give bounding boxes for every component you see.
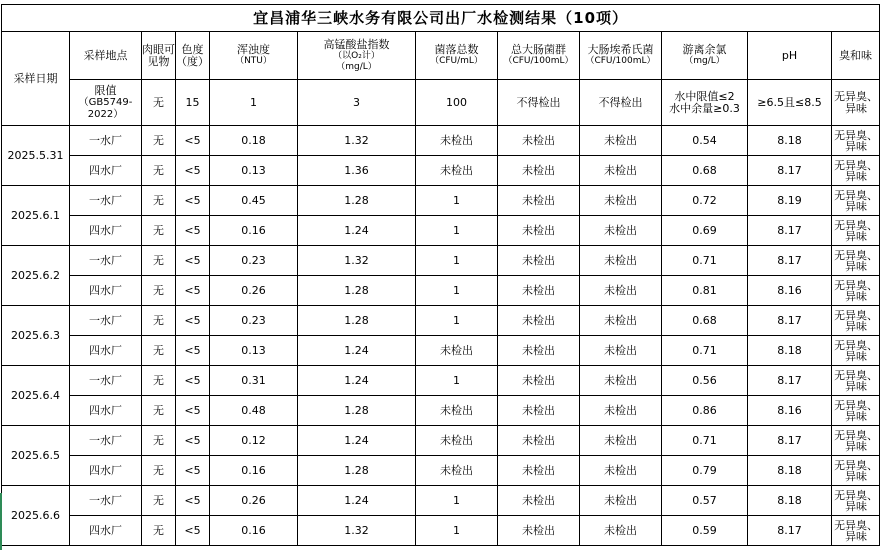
cell-colony: 1 bbox=[416, 186, 498, 216]
header-coliform-label: 总大肠菌群 bbox=[511, 43, 566, 56]
table-row bbox=[2, 396, 880, 426]
cell-ecoli: 未检出 bbox=[580, 456, 662, 486]
header-cod-label: 高锰酸盐指数 bbox=[323, 37, 390, 51]
cell-plant: 一水厂 bbox=[70, 306, 142, 336]
cell-colony: 未检出 bbox=[416, 156, 498, 186]
cell-smell: 无异臭、异味 bbox=[832, 156, 880, 186]
cell-colony: 1 bbox=[416, 216, 498, 246]
cell-plant: 一水厂 bbox=[70, 426, 142, 456]
header-chlorine-unit: （mg/L） bbox=[684, 56, 725, 66]
sampling-date: 2025.6.4 bbox=[2, 366, 70, 426]
cell-color: <5 bbox=[176, 516, 210, 546]
table-row bbox=[2, 276, 880, 306]
cell-ph: 8.16 bbox=[748, 396, 832, 426]
limit-ph: ≥6.5且≤8.5 bbox=[748, 80, 832, 126]
cell-colony: 1 bbox=[416, 306, 498, 336]
cell-color: <5 bbox=[176, 336, 210, 366]
cell-smell: 无异臭、异味 bbox=[832, 276, 880, 306]
cell-ph: 8.18 bbox=[748, 456, 832, 486]
cell-color: <5 bbox=[176, 486, 210, 516]
cell-ecoli: 未检出 bbox=[580, 246, 662, 276]
header-location: 采样地点 bbox=[70, 32, 142, 80]
cell-chlorine: 0.72 bbox=[662, 186, 748, 216]
cell-chlorine: 0.68 bbox=[662, 156, 748, 186]
cell-turbidity: 0.18 bbox=[210, 126, 298, 156]
cell-coliform: 未检出 bbox=[498, 126, 580, 156]
cell-visible: 无 bbox=[142, 396, 176, 426]
cell-colony: 未检出 bbox=[416, 426, 498, 456]
cell-ph: 8.16 bbox=[748, 276, 832, 306]
header-ecoli-unit: （CFU/100mL） bbox=[585, 56, 656, 66]
cell-ecoli: 未检出 bbox=[580, 396, 662, 426]
cell-plant: 四水厂 bbox=[70, 456, 142, 486]
header-turbidity-label: 浑浊度 bbox=[237, 43, 270, 56]
header-date: 采样日期 bbox=[2, 32, 70, 126]
cell-plant: 四水厂 bbox=[70, 276, 142, 306]
cell-ph: 8.17 bbox=[748, 516, 832, 546]
selection-edge-marker bbox=[0, 493, 2, 550]
cell-plant: 四水厂 bbox=[70, 396, 142, 426]
cell-colony: 1 bbox=[416, 276, 498, 306]
cell-visible: 无 bbox=[142, 426, 176, 456]
cell-turbidity: 0.23 bbox=[210, 306, 298, 336]
limit-chlorine-max: 水中限值≤2 bbox=[674, 89, 735, 103]
cell-ecoli: 未检出 bbox=[580, 216, 662, 246]
cell-cod: 1.28 bbox=[298, 306, 416, 336]
cell-plant: 四水厂 bbox=[70, 216, 142, 246]
cell-ph: 8.18 bbox=[748, 486, 832, 516]
table-row bbox=[2, 336, 880, 366]
cell-chlorine: 0.79 bbox=[662, 456, 748, 486]
cell-chlorine: 0.69 bbox=[662, 216, 748, 246]
cell-smell: 无异臭、异味 bbox=[832, 426, 880, 456]
cell-smell: 无异臭、异味 bbox=[832, 516, 880, 546]
cell-ecoli: 未检出 bbox=[580, 366, 662, 396]
cell-coliform: 未检出 bbox=[498, 156, 580, 186]
cell-plant: 一水厂 bbox=[70, 186, 142, 216]
cell-turbidity: 0.13 bbox=[210, 156, 298, 186]
cell-ecoli: 未检出 bbox=[580, 306, 662, 336]
cell-smell: 无异臭、异味 bbox=[832, 366, 880, 396]
header-ecoli-label: 大肠埃希氏菌 bbox=[587, 43, 654, 56]
cell-coliform: 未检出 bbox=[498, 216, 580, 246]
cell-smell: 无异臭、异味 bbox=[832, 396, 880, 426]
cell-cod: 1.28 bbox=[298, 456, 416, 486]
cell-chlorine: 0.81 bbox=[662, 276, 748, 306]
limit-chlorine-min: 水中余量≥0.3 bbox=[669, 101, 740, 115]
header-smell: 臭和味 bbox=[832, 32, 880, 80]
cell-plant: 四水厂 bbox=[70, 516, 142, 546]
limit-colony: 100 bbox=[416, 80, 498, 126]
cell-visible: 无 bbox=[142, 156, 176, 186]
cell-coliform: 未检出 bbox=[498, 336, 580, 366]
header-color: 色度（度） bbox=[176, 32, 210, 80]
limit-coliform: 不得检出 bbox=[498, 80, 580, 126]
table-row bbox=[2, 306, 880, 336]
cell-colony: 1 bbox=[416, 486, 498, 516]
cell-color: <5 bbox=[176, 126, 210, 156]
header-cod-note: （以O₂计） bbox=[333, 50, 380, 61]
cell-ph: 8.17 bbox=[748, 426, 832, 456]
limit-label bbox=[70, 80, 142, 126]
cell-cod: 1.32 bbox=[298, 126, 416, 156]
cell-chlorine: 0.56 bbox=[662, 366, 748, 396]
cell-turbidity: 0.13 bbox=[210, 336, 298, 366]
cell-colony: 未检出 bbox=[416, 336, 498, 366]
cell-turbidity: 0.16 bbox=[210, 516, 298, 546]
table-row bbox=[2, 156, 880, 186]
cell-visible: 无 bbox=[142, 336, 176, 366]
table-row bbox=[2, 486, 880, 516]
cell-turbidity: 0.45 bbox=[210, 186, 298, 216]
cell-chlorine: 0.57 bbox=[662, 486, 748, 516]
cell-ph: 8.17 bbox=[748, 156, 832, 186]
cell-chlorine: 0.71 bbox=[662, 426, 748, 456]
cell-color: <5 bbox=[176, 396, 210, 426]
cell-ph: 8.18 bbox=[748, 126, 832, 156]
limit-standard: （GB5749-2022） bbox=[78, 96, 133, 120]
limit-chlorine bbox=[662, 80, 748, 126]
limit-cod: 3 bbox=[298, 80, 416, 126]
cell-ph: 8.17 bbox=[748, 366, 832, 396]
cell-cod: 1.24 bbox=[298, 336, 416, 366]
cell-cod: 1.28 bbox=[298, 276, 416, 306]
cell-coliform: 未检出 bbox=[498, 396, 580, 426]
cell-smell: 无异臭、异味 bbox=[832, 306, 880, 336]
cell-visible: 无 bbox=[142, 486, 176, 516]
cell-colony: 1 bbox=[416, 516, 498, 546]
cell-color: <5 bbox=[176, 246, 210, 276]
limit-visible: 无 bbox=[142, 80, 176, 126]
table-title: 宜昌浦华三峡水务有限公司出厂水检测结果（10项） bbox=[2, 5, 880, 32]
sampling-date: 2025.6.6 bbox=[2, 486, 70, 546]
cell-coliform: 未检出 bbox=[498, 486, 580, 516]
header-chlorine-label: 游离余氯 bbox=[682, 43, 727, 56]
header-cod-unit: （mg/L） bbox=[336, 61, 377, 72]
cell-chlorine: 0.71 bbox=[662, 246, 748, 276]
cell-chlorine: 0.68 bbox=[662, 306, 748, 336]
header-ph: pH bbox=[748, 32, 832, 80]
cell-smell: 无异臭、异味 bbox=[832, 456, 880, 486]
cell-color: <5 bbox=[176, 456, 210, 486]
sampling-date: 2025.6.5 bbox=[2, 426, 70, 486]
cell-visible: 无 bbox=[142, 246, 176, 276]
cell-turbidity: 0.26 bbox=[210, 276, 298, 306]
cell-visible: 无 bbox=[142, 456, 176, 486]
cell-visible: 无 bbox=[142, 306, 176, 336]
limit-smell: 无异臭、异味 bbox=[832, 80, 880, 126]
cell-turbidity: 0.48 bbox=[210, 396, 298, 426]
cell-ecoli: 未检出 bbox=[580, 276, 662, 306]
limit-color: 15 bbox=[176, 80, 210, 126]
cell-coliform: 未检出 bbox=[498, 366, 580, 396]
cell-cod: 1.28 bbox=[298, 186, 416, 216]
cell-turbidity: 0.12 bbox=[210, 426, 298, 456]
header-cod bbox=[298, 32, 416, 80]
cell-cod: 1.24 bbox=[298, 366, 416, 396]
title-row bbox=[2, 5, 880, 32]
cell-coliform: 未检出 bbox=[498, 246, 580, 276]
cell-turbidity: 0.16 bbox=[210, 216, 298, 246]
cell-color: <5 bbox=[176, 426, 210, 456]
cell-visible: 无 bbox=[142, 366, 176, 396]
cell-chlorine: 0.54 bbox=[662, 126, 748, 156]
cell-cod: 1.24 bbox=[298, 426, 416, 456]
cell-color: <5 bbox=[176, 276, 210, 306]
cell-turbidity: 0.31 bbox=[210, 366, 298, 396]
limit-turbidity: 1 bbox=[210, 80, 298, 126]
cell-visible: 无 bbox=[142, 126, 176, 156]
cell-ecoli: 未检出 bbox=[580, 336, 662, 366]
cell-coliform: 未检出 bbox=[498, 186, 580, 216]
cell-ph: 8.17 bbox=[748, 246, 832, 276]
limits-row bbox=[2, 80, 880, 126]
cell-colony: 未检出 bbox=[416, 396, 498, 426]
limit-ecoli: 不得检出 bbox=[580, 80, 662, 126]
cell-cod: 1.28 bbox=[298, 396, 416, 426]
cell-chlorine: 0.59 bbox=[662, 516, 748, 546]
cell-ecoli: 未检出 bbox=[580, 186, 662, 216]
cell-smell: 无异臭、异味 bbox=[832, 486, 880, 516]
cell-cod: 1.24 bbox=[298, 486, 416, 516]
cell-colony: 未检出 bbox=[416, 126, 498, 156]
sampling-date: 2025.6.2 bbox=[2, 246, 70, 306]
cell-ph: 8.19 bbox=[748, 186, 832, 216]
results-table bbox=[1, 4, 880, 546]
cell-ecoli: 未检出 bbox=[580, 126, 662, 156]
cell-cod: 1.24 bbox=[298, 216, 416, 246]
header-colony-unit: （CFU/mL） bbox=[430, 56, 483, 66]
cell-ph: 8.18 bbox=[748, 336, 832, 366]
cell-plant: 一水厂 bbox=[70, 486, 142, 516]
sampling-date: 2025.5.31 bbox=[2, 126, 70, 186]
cell-ecoli: 未检出 bbox=[580, 516, 662, 546]
cell-smell: 无异臭、异味 bbox=[832, 246, 880, 276]
cell-coliform: 未检出 bbox=[498, 456, 580, 486]
table-row bbox=[2, 186, 880, 216]
table-row bbox=[2, 126, 880, 156]
cell-turbidity: 0.16 bbox=[210, 456, 298, 486]
cell-ecoli: 未检出 bbox=[580, 486, 662, 516]
cell-plant: 一水厂 bbox=[70, 366, 142, 396]
cell-visible: 无 bbox=[142, 276, 176, 306]
table-row bbox=[2, 216, 880, 246]
header-ecoli bbox=[580, 32, 662, 80]
cell-colony: 1 bbox=[416, 246, 498, 276]
cell-colony: 未检出 bbox=[416, 456, 498, 486]
header-turbidity-unit: （NTU） bbox=[235, 56, 272, 66]
cell-visible: 无 bbox=[142, 216, 176, 246]
cell-smell: 无异臭、异味 bbox=[832, 216, 880, 246]
cell-smell: 无异臭、异味 bbox=[832, 186, 880, 216]
table-row bbox=[2, 456, 880, 486]
cell-ecoli: 未检出 bbox=[580, 426, 662, 456]
table-row bbox=[2, 366, 880, 396]
cell-ecoli: 未检出 bbox=[580, 156, 662, 186]
table-row bbox=[2, 246, 880, 276]
cell-color: <5 bbox=[176, 306, 210, 336]
cell-coliform: 未检出 bbox=[498, 516, 580, 546]
cell-plant: 四水厂 bbox=[70, 336, 142, 366]
cell-plant: 一水厂 bbox=[70, 126, 142, 156]
cell-visible: 无 bbox=[142, 186, 176, 216]
cell-smell: 无异臭、异味 bbox=[832, 336, 880, 366]
cell-coliform: 未检出 bbox=[498, 306, 580, 336]
cell-color: <5 bbox=[176, 366, 210, 396]
sampling-date: 2025.6.1 bbox=[2, 186, 70, 246]
cell-plant: 四水厂 bbox=[70, 156, 142, 186]
cell-turbidity: 0.23 bbox=[210, 246, 298, 276]
cell-chlorine: 0.86 bbox=[662, 396, 748, 426]
header-row bbox=[2, 32, 880, 80]
sampling-date: 2025.6.3 bbox=[2, 306, 70, 366]
table-row bbox=[2, 426, 880, 456]
cell-smell: 无异臭、异味 bbox=[832, 126, 880, 156]
cell-ph: 8.17 bbox=[748, 306, 832, 336]
cell-ph: 8.17 bbox=[748, 216, 832, 246]
cell-coliform: 未检出 bbox=[498, 426, 580, 456]
cell-cod: 1.32 bbox=[298, 246, 416, 276]
cell-color: <5 bbox=[176, 216, 210, 246]
cell-color: <5 bbox=[176, 186, 210, 216]
limit-label-text: 限值 bbox=[94, 83, 117, 97]
header-coliform bbox=[498, 32, 580, 80]
header-turbidity bbox=[210, 32, 298, 80]
cell-cod: 1.36 bbox=[298, 156, 416, 186]
header-chlorine bbox=[662, 32, 748, 80]
cell-color: <5 bbox=[176, 156, 210, 186]
header-colony-label: 菌落总数 bbox=[434, 43, 479, 56]
header-colony bbox=[416, 32, 498, 80]
header-visible: 肉眼可见物 bbox=[142, 32, 176, 80]
cell-turbidity: 0.26 bbox=[210, 486, 298, 516]
cell-plant: 一水厂 bbox=[70, 246, 142, 276]
cell-visible: 无 bbox=[142, 516, 176, 546]
cell-cod: 1.32 bbox=[298, 516, 416, 546]
cell-coliform: 未检出 bbox=[498, 276, 580, 306]
cell-colony: 1 bbox=[416, 366, 498, 396]
table-row bbox=[2, 516, 880, 546]
cell-chlorine: 0.71 bbox=[662, 336, 748, 366]
header-coliform-unit: （CFU/100mL） bbox=[503, 56, 574, 66]
